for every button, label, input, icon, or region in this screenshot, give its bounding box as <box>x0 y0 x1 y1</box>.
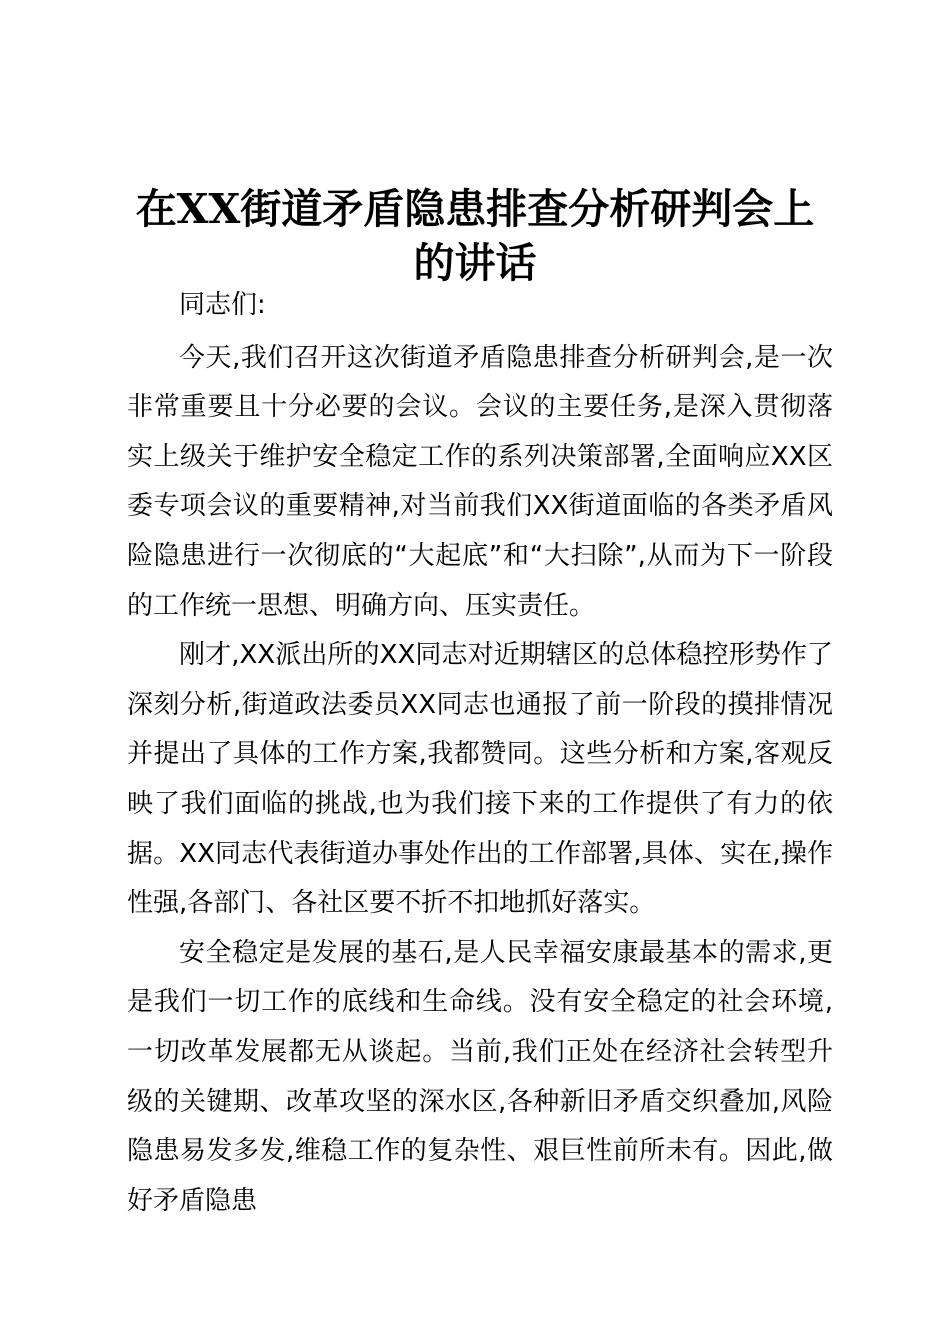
paragraph-3: 安全稳定是发展的基石,是人民幸福安康最基本的需求,更是我们一切工作的底线和生命线。没有安全稳定的社会环境,一切改革发展都无从谈起。当前,我们正处在经济社会转型升级的关键期、改革攻坚的深水区,各种新旧矛盾交织叠加,风险隐患易发多发,维稳工作的复杂性、艰巨性前所未有。因此,做好矛盾隐患 <box>127 937 833 1216</box>
paragraph-2: 刚才,XX派出所的XX同志对近期辖区的总体稳控形势作了深刻分析,街道政法委员XX同志也通报了前一阶段的摸排情况并提出了具体的工作方案,我都赞同。这些分析和方案,客观反映了我们面临的挑战,也为我们接下来的工作提供了有力的依据。XX同志代表街道办事处作出的工作部署,具体、实在,操作性强,各部门、各社区要不折不扣地抓好落实。 <box>127 640 833 919</box>
document-body <box>127 281 833 1226</box>
paragraph-1: 今天,我们召开这次街道矛盾隐患排查分析研判会,是一次非常重要且十分必要的会议。会议的主要任务,是深入贯彻落实上级关于维护安全稳定工作的系列决策部署,全面响应XX区委专项会议的重要精神,对当前我们XX街道面临的各类矛盾风险隐患进行一次彻底的“大起底”和“大扫除”,从而为下一阶段的工作统一思想、明确方向、压实责任。 <box>127 342 833 621</box>
document-title: 在XX街道矛盾隐患排查分析研判会上的讲话 <box>135 185 815 287</box>
salutation: 同志们: <box>179 290 266 320</box>
